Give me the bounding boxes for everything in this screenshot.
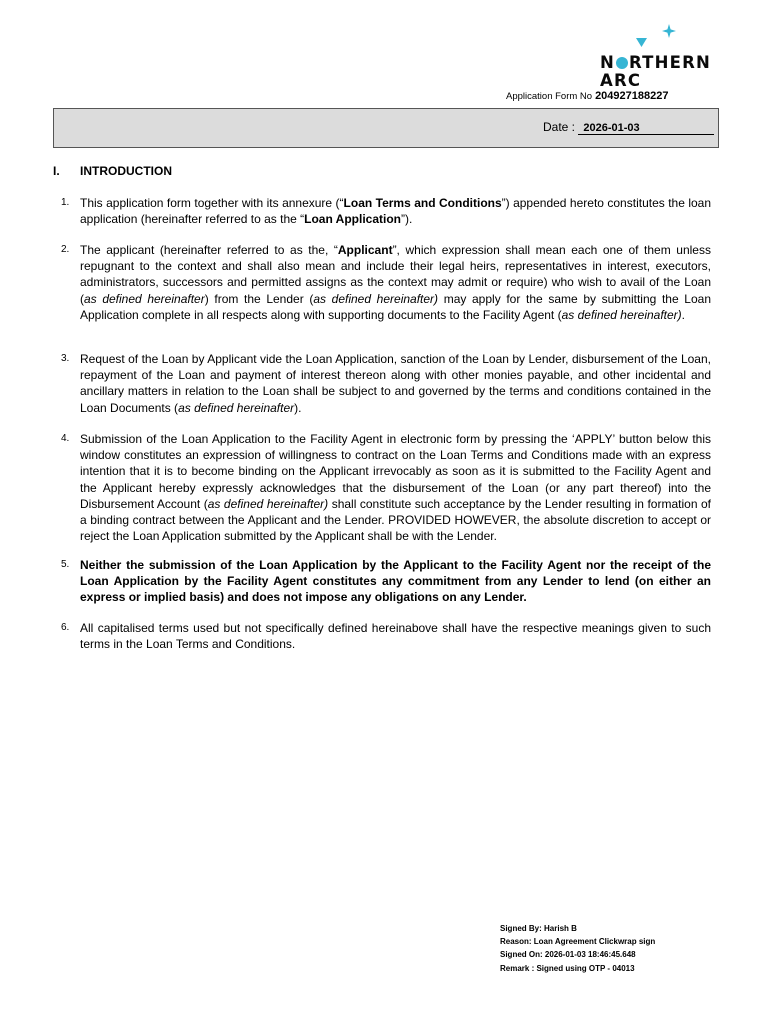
clause-text: may apply for the same by submitting the Loan Application complete in all respects along with supporting documents to the Facility Agent ( xyxy=(80,291,711,322)
sparkle-star-icon xyxy=(662,24,676,38)
logo-text-line1: N RTHERN xyxy=(600,53,712,72)
date-box xyxy=(53,108,719,148)
clause-italic-text: as defined hereinafter xyxy=(178,400,295,415)
clause-text: This application form together with its annexure (“ xyxy=(80,196,344,210)
clause-text: Submission of the Loan Application to the Facility Agent in electronic form by pressing the ‘APPLY’ button below this window constitutes an expression of willingness to contract on the Loan Terms and Conditions made with an express intention that it is to become binding on the Applicant irrevocably as soon as it is submitted to the Facility Agent and the Applicant hereby expressly acknowledges that the disbursement of the Loan (or any part thereof) into the Disbursement Account ( xyxy=(80,432,711,511)
clause-6 xyxy=(80,620,711,652)
clause-number: 5. xyxy=(61,559,70,570)
clause-bold-term: Loan Application xyxy=(304,212,402,227)
signature-block xyxy=(500,922,655,975)
date-value: 2026-01-03 xyxy=(578,122,714,135)
clause-text: . xyxy=(681,307,686,322)
triangle-icon xyxy=(636,38,647,47)
signed-on: Signed On: 2026-01-03 18:46:45.648 xyxy=(500,950,636,960)
clause-bold-term: Loan Terms and Conditions xyxy=(343,196,502,210)
clause-3 xyxy=(80,351,711,416)
clause-number: 3. xyxy=(61,353,70,364)
signature-remark: Remark : Signed using OTP - 04013 xyxy=(500,963,635,973)
clause-text: ”, which expression shall mean each one of them unless repugnant to the context and shall also mean and include their legal heirs, representatives in interest, executors, administrators, successors and permitted assigns as the context may admit or require) who wish to avail of the Loan ( xyxy=(80,243,711,306)
clause-4 xyxy=(80,431,711,544)
clause-text: ”) appended hereto constitutes the loan application (hereinafter referred to as the “ xyxy=(80,196,712,227)
signature-reason: Reason: Loan Agreement Clickwrap sign xyxy=(500,937,656,947)
clause-text: ”). xyxy=(401,212,413,227)
clause-number: 6. xyxy=(61,622,70,633)
clause-italic-text: as defined hereinafter) xyxy=(313,291,439,306)
date-label: Date : xyxy=(543,120,576,134)
application-form-label: Application Form No xyxy=(506,91,593,102)
clause-bold-text: Neither the submission of the Loan Application by the Applicant to the Facility Agent nor the receipt of the Loan Application by the Facility Agent constitutes any commitment from any Lender to lend (on either an express or implied basis) and does not impose any obligations on any Lender. xyxy=(80,558,711,605)
clause-text: ) from the Lender ( xyxy=(204,291,314,306)
clause-text: The applicant (hereinafter referred to as the, “ xyxy=(80,243,338,257)
northern-arc-logo xyxy=(596,22,726,92)
clause-italic-text: as defined hereinafter) xyxy=(207,496,329,511)
application-form-value: 204927188227 xyxy=(595,90,669,102)
clause-text: All capitalised terms used but not specifically defined hereinabove shall have the respective meanings given to such terms in the Loan Terms and Conditions. xyxy=(80,621,711,652)
clause-number: 4. xyxy=(61,433,70,444)
clause-number: 2. xyxy=(61,244,70,255)
clause-italic-text: as defined hereinafter) xyxy=(561,307,682,322)
clause-number: 1. xyxy=(61,197,70,208)
application-form-number xyxy=(506,90,668,102)
clause-5 xyxy=(80,557,711,606)
clause-text: Request of the Loan by Applicant vide the Loan Application, sanction of the Loan by Lender, disbursement of the Loan, repayment of the Loan and payment of interest thereon along with other monies payable, and other incidental and ancillary matters in relation to the Loan shall be subject to and governed by the terms and conditions contained in the Loan Documents ( xyxy=(80,352,711,415)
logo-text-line2: ARC xyxy=(600,71,642,90)
section-heading xyxy=(53,164,172,178)
section-title: INTRODUCTION xyxy=(80,164,172,178)
logo-o-dot xyxy=(616,57,628,69)
clause-2 xyxy=(80,242,711,323)
clause-text: ). xyxy=(294,400,302,415)
clause-1 xyxy=(80,195,711,227)
section-number: I. xyxy=(53,164,60,178)
clause-italic-text: as defined hereinafter xyxy=(84,291,205,306)
signed-by: Signed By: Harish B xyxy=(500,924,577,933)
clause-bold-term: Applicant xyxy=(337,243,393,257)
clause-text: shall constitute such acceptance by the Lender resulting in formation of a binding contract between the Applicant and the Lender. PROVIDED HOWEVER, the absolute discretion to accept or reject the Loan Application submitted by the Applicant shall be with the Lender. xyxy=(80,496,712,544)
date-field xyxy=(543,120,714,135)
